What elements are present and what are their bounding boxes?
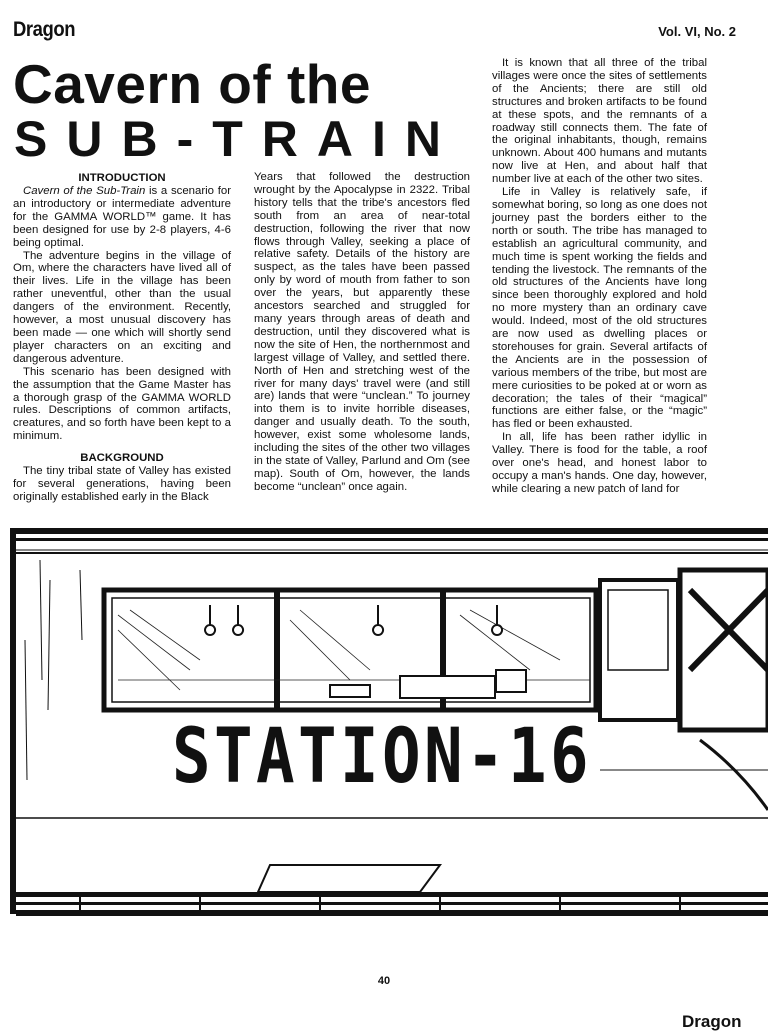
- paragraph: It is known that all three of the tribal villages were once the sites of settlements of the Ancients; there are still old structures and broken artifacts to be found at these spots, and the remnants of a roadway still connects them. The fate of the original inhabitants, though, remains unknown. About 400 humans and mutants now live at Hen, and about half that number live at each of the other two sites.: [492, 57, 707, 186]
- article-title-line1: Cavern of the: [13, 53, 371, 115]
- page-number: 40: [377, 975, 391, 987]
- section-heading-background: BACKGROUND: [80, 452, 164, 465]
- paragraph: In all, life has been rather idyllic in Valley. There is food for the table, a roof over one's head, and honest labor to occupy a man's hands. One day, however, while clearing a new patch of land for: [492, 431, 707, 495]
- magazine-masthead: Dragon: [13, 18, 76, 41]
- paragraph: This scenario has been designed with the assumption that the Game Master has a thorough grasp of the GAMMA WORLD rules. Descriptions of common artifacts, creatures, and so forth have been kept to a minimum.: [13, 365, 231, 443]
- paragraph: Years that followed the destruction wrought by the Apocalypse in 2322. Tribal history tells that the tribe's ancestors fled south from an area of near-total destruction, following the river that now flows through Valley, seeking a place of relative safety. Details of the history are suspect, as the tales have been passed only by word of mouth from father to son over the years, but apparently these ancestors searched and struggled for many years through areas of death and destruction, until they discovered what is now the site of Hen, the northernmost and largest village of Valley, and settled there. North of Hen and stretching west of the river for many days' travel were (and still are) lands that were “unclean.” To journey into them is to invite horrible diseases, danger and usually death. To the south, however, exist some wholesome lands, including the sites of the other two villages in the state of Valley, Parlund and Om (see map). South of Om, however, the lands become “unclean” once again.: [254, 171, 470, 493]
- station-sign: STATION-16: [172, 711, 592, 800]
- paragraph: Life in Valley is relatively safe, if somewhat boring, so long as one does not journey past the borders either to the north or south. The tribe has managed to establish an agricultural community, and much time is spent working the fields and tending the livestock. The remnants of the old structures of the Ancients have long since been thoroughly explored and hold no more mystery than an ordinary cave would. Indeed, most of the old structures are now used as dwelling places or storehouses for grain. Several artifacts of the Ancients are in the possession of various members of the tribe, but most are mere curiosities to be poked at or worn as decoration; the tales of their “magical” functions are either false, or the “magic” has fled or been exhausted.: [492, 186, 707, 431]
- scenario-title-italic: Cavern of the Sub-Train: [23, 185, 146, 197]
- text-column-2: [254, 171, 470, 494]
- article-title-line2: SUB-TRAIN: [14, 111, 460, 167]
- subway-station-illustration: [0, 520, 768, 930]
- text-column-3: [492, 57, 707, 496]
- section-heading-introduction: INTRODUCTION: [78, 172, 166, 184]
- paragraph: [13, 185, 231, 250]
- footer-brand: Dragon: [682, 1012, 742, 1031]
- paragraph: The tiny tribal state of Valley has existed for several generations, having been originally established early in the Black: [13, 465, 231, 503]
- text-column-1: [13, 171, 231, 504]
- paragraph: The adventure begins in the village of Om, where the characters have lived all of their lives. Life in the village has been rather uneventful, other than the usual dangers of the environment. Recently, however, a most unusual discovery has been made — one which will shortly send player characters on an exciting and dangerous adventure.: [13, 249, 231, 365]
- paragraph-text: is a scenario for an introductory or intermediate adventure for the GAMMA WORLD™ game. It has been designed for use by 2-8 players, 4-6 being optimal.: [13, 185, 231, 249]
- issue-number: Vol. VI, No. 2: [658, 24, 736, 39]
